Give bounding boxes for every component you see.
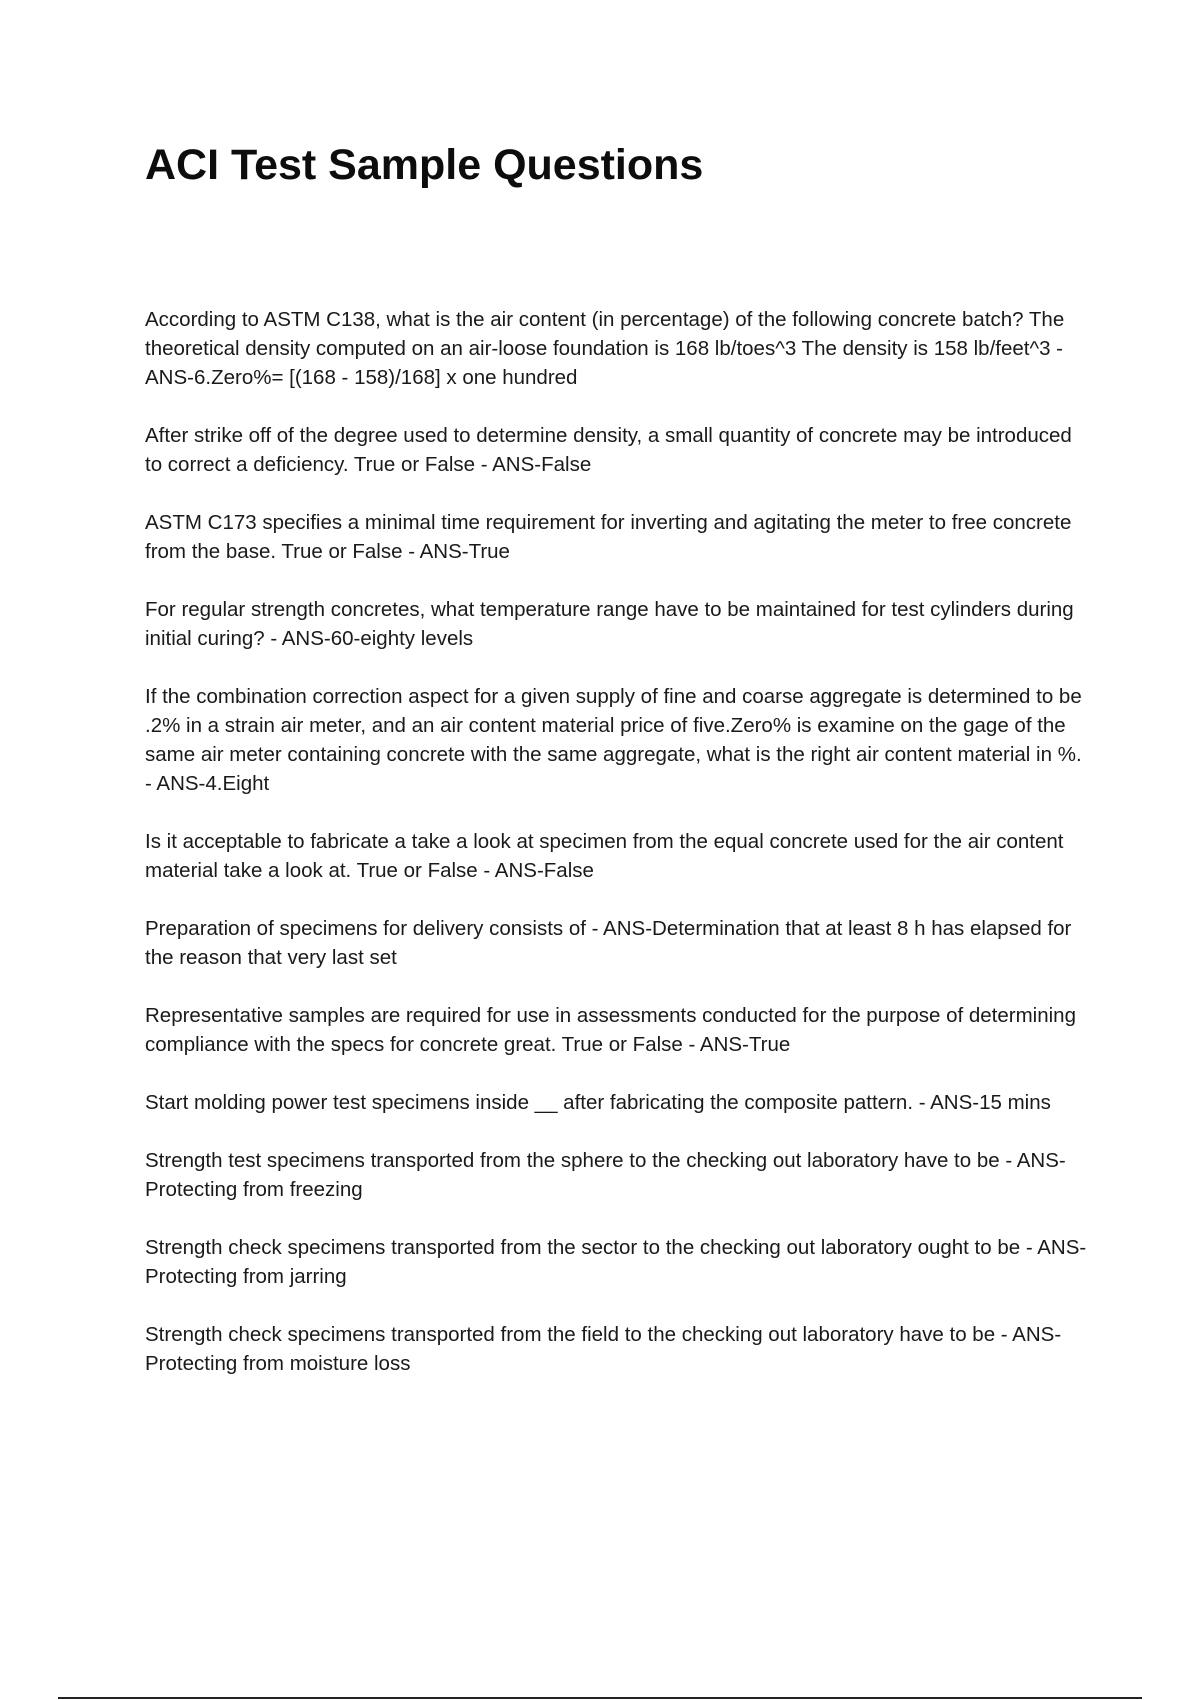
question-item: According to ASTM C138, what is the air content (in percentage) of the following concrete batch? The theoretical density computed on an air-loose foundation is 168 lb/toes^3 The density is 158 lb/feet^3 - ANS-6.Zero%= [(168 - 158)/168] x one hundred (145, 308, 1065, 389)
question-item: Strength check specimens transported from the field to the checking out laboratory have to be - ANS-Protecting from moisture loss (145, 1323, 1062, 1375)
question-item: Is it acceptable to fabricate a take a look at specimen from the equal concrete used for the air content material take a look at. True or False - ANS-False (145, 830, 1064, 882)
document-title: ACI Test Sample Questions (145, 141, 704, 189)
question-item: Start molding power test specimens inside __ after fabricating the composite pattern. - ANS-15 mins (145, 1091, 1051, 1114)
question-item: Strength test specimens transported from the sphere to the checking out laboratory have to be - ANS-Protecting from freezing (145, 1149, 1066, 1201)
question-item: If the combination correction aspect for a given supply of fine and coarse aggregate is determined to be .2% in a strain air meter, and an air content material price of five.Zero% is examine on the gage of the same air meter containing concrete with the same aggregate, what is the right air content material in %. - ANS-4.Eight (145, 685, 1082, 795)
question-item: Preparation of specimens for delivery consists of - ANS-Determination that at least 8 h has elapsed for the reason that very last set (145, 917, 1072, 969)
question-item: ASTM C173 specifies a minimal time requirement for inverting and agitating the meter to free concrete from the base. True or False - ANS-True (145, 511, 1072, 563)
question-list (145, 305, 1090, 1407)
question-item: For regular strength concretes, what temperature range have to be maintained for test cylinders during initial curing? - ANS-60-eighty levels (145, 598, 1074, 650)
question-item: Representative samples are required for use in assessments conducted for the purpose of determining compliance with the specs for concrete great. True or False - ANS-True (145, 1004, 1076, 1056)
footer-divider (58, 1697, 1142, 1699)
question-item: After strike off of the degree used to determine density, a small quantity of concrete may be introduced to correct a deficiency. True or False - ANS-False (145, 424, 1072, 476)
question-item: Strength check specimens transported from the sector to the checking out laboratory ought to be - ANS-Protecting from jarring (145, 1236, 1087, 1288)
